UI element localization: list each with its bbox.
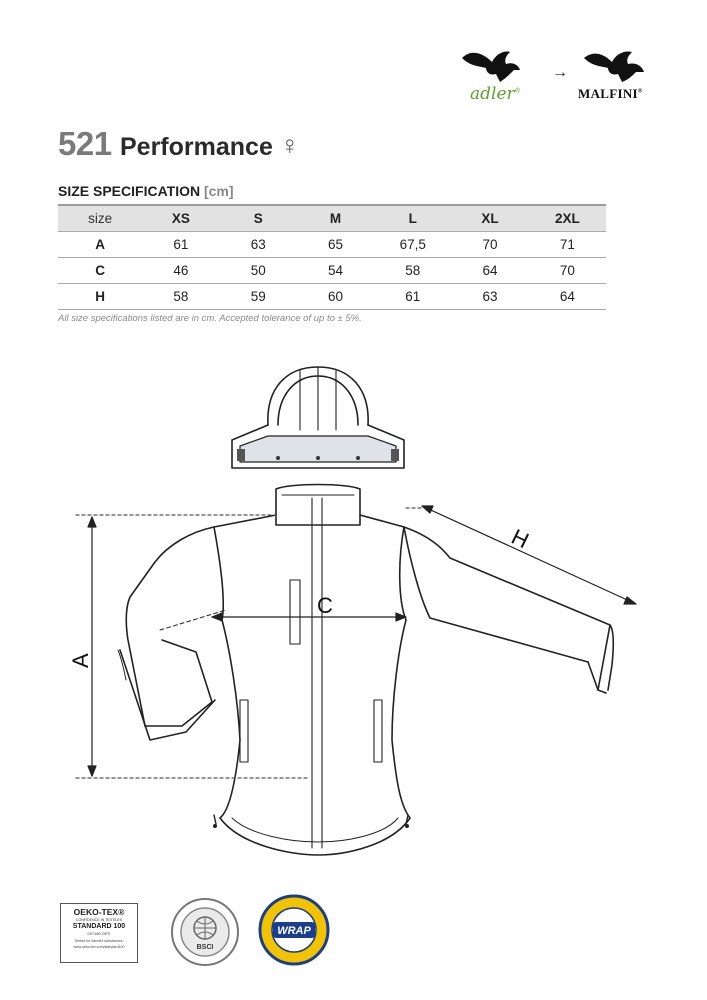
oeko-number: 0X7180 OETI [87,932,111,936]
column-header: L [408,211,417,226]
dimension-label-a: A [68,653,93,668]
table-cell: 70 [559,263,575,278]
oeko-url: www.oeko-tex.com/standard100 [73,945,125,949]
dimension-label-h: H [507,523,533,554]
oeko-title: OEKO-TEX® [73,907,125,917]
oeko-note: Tested for harmful substances. [74,939,124,943]
column-header: XS [171,211,190,226]
column-header: M [329,211,342,226]
wrap-badge [258,894,330,966]
spec-unit: [cm] [203,183,234,199]
oeko-tex-certificate [60,903,138,963]
adler-wordmark: adler® [470,84,521,104]
eagle-icon [578,44,668,84]
hood-drawing [232,367,404,468]
bsci-badge [170,897,240,967]
column-header: XL [481,211,499,226]
oeko-standard: STANDARD 100 [72,923,126,930]
table-cell: 65 [327,237,344,252]
wrap-text: WRAP [277,925,311,937]
jacket-body [118,485,613,856]
table-cell: 64 [559,289,575,304]
table-cell: 50 [250,263,266,278]
table-cell: 46 [173,263,189,278]
female-icon: ♀ [280,130,300,160]
malfini-logo [578,44,668,106]
table-cell: 63 [250,237,266,252]
table-cell: 63 [482,289,498,304]
table-cell: 54 [327,263,344,278]
size-table [58,204,606,310]
table-cell: 70 [482,237,498,252]
table-row [58,232,606,258]
column-header: S [253,211,263,226]
oeko-tagline: CONFIDENCE IN TEXTILES [75,918,123,922]
product-code: 521 [58,125,112,162]
adler-logo [460,44,550,106]
column-header: size [88,211,113,226]
eagle-icon [460,44,550,84]
bsci-text: BSCI [196,944,214,951]
row-label: H [95,289,106,304]
table-cell: 59 [250,289,266,304]
table-header-row [58,205,606,232]
arrow-icon: → [552,64,568,81]
table-cell: 58 [405,263,421,278]
spec-heading: SIZE SPECIFICATION [cm] [58,183,234,199]
table-cell: 58 [173,289,189,304]
column-header: 2XL [554,211,580,226]
table-row [58,284,606,310]
table-cell: 71 [559,237,575,252]
table-row [58,258,606,284]
jacket-drawing [0,355,707,875]
malfini-wordmark: MALFINI® [578,86,643,101]
table-cell: 67,5 [399,237,426,252]
dimension-label-c: C [317,593,333,618]
table-cell: 61 [405,289,421,304]
tolerance-note: All size specifications listed are in cm. Accepted tolerance of up to ± 5%. [58,313,362,324]
row-label: A [95,237,106,252]
product-name: Performance [120,133,273,161]
row-label: C [95,263,106,278]
table-cell: 61 [173,237,189,252]
table-cell: 64 [482,263,498,278]
table-cell: 60 [327,289,344,304]
